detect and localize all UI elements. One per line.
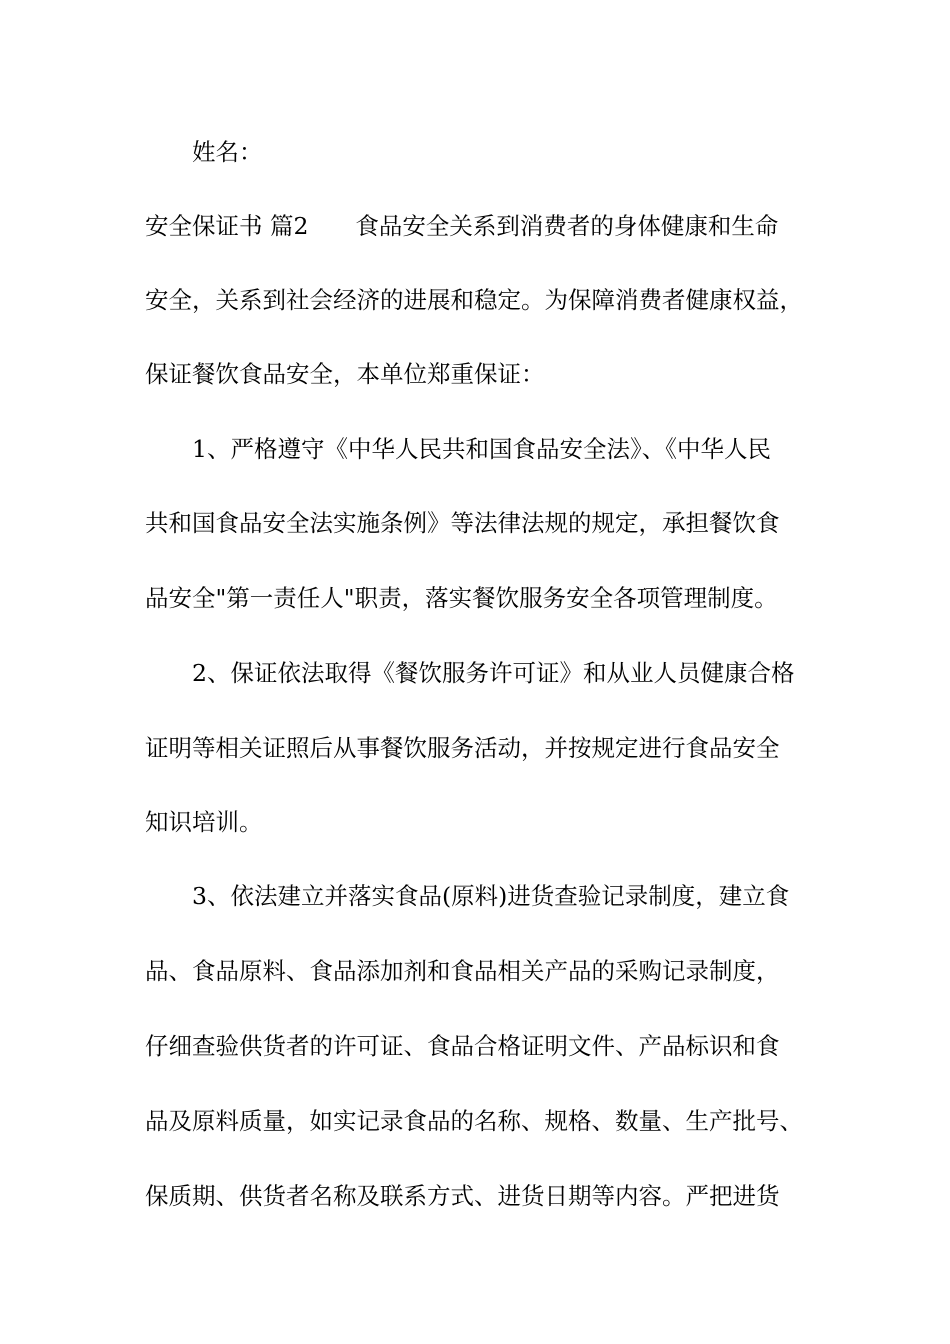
text-line: 品安全"第一责任人"职责，落实餐饮服务安全各项管理制度。 <box>145 584 778 612</box>
clause-2-start: 2、保证依法取得《餐饮服务许可证》和从业人员健康合格 <box>192 659 795 687</box>
text-line: 安全，关系到社会经济的进展和稳定。为保障消费者健康权益， <box>145 286 803 314</box>
text-line: 仔细查验供货者的许可证、食品合格证明文件、产品标识和食 <box>145 1032 780 1060</box>
text-line: 证明等相关证照后从事餐饮服务活动，并按规定进行食品安全 <box>145 734 780 762</box>
text-line: 保证餐饮食品安全，本单位郑重保证： <box>145 360 545 388</box>
text-line: 知识培训。 <box>145 808 263 836</box>
name-field-label: 姓名： <box>192 138 263 166</box>
clause-3-start: 3、依法建立并落实食品(原料)进货查验记录制度，建立食 <box>192 882 790 910</box>
clause-1-start: 1、严格遵守《中华人民共和国食品安全法》、《中华人民 <box>192 435 771 463</box>
text-line: 品及原料质量，如实记录食品的名称、规格、数量、生产批号、 <box>145 1107 803 1135</box>
text-line: 共和国食品安全法实施条例》等法律法规的规定，承担餐饮食 <box>145 509 780 537</box>
document-title-line: 安全保证书 篇2 食品安全关系到消费者的身体健康和生命 <box>145 212 779 240</box>
text-line: 保质期、供货者名称及联系方式、进货日期等内容。严把进货 <box>145 1182 780 1210</box>
text-line: 品、食品原料、食品添加剂和食品相关产品的采购记录制度， <box>145 957 780 985</box>
